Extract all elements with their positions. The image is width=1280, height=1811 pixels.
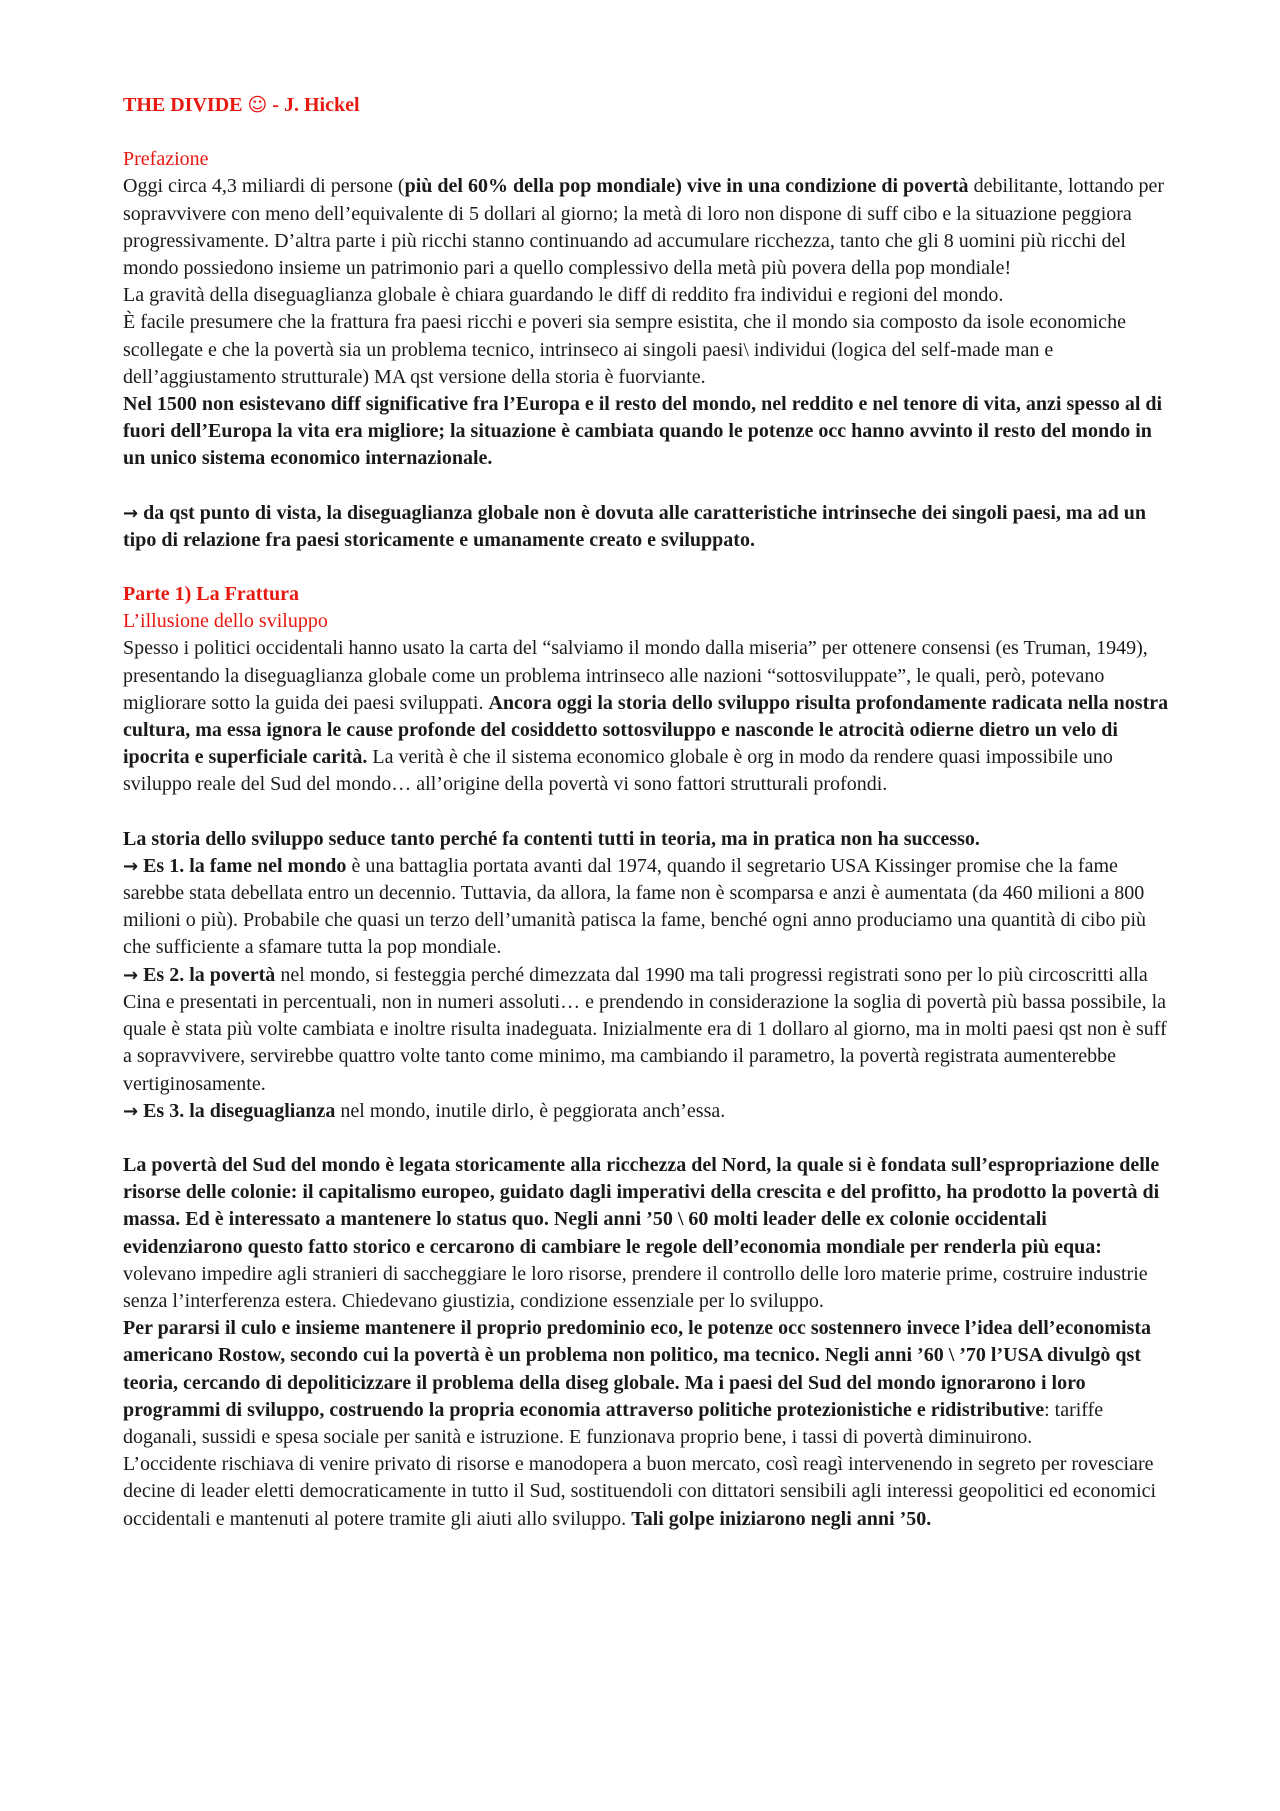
bold-span: più del 60% della pop mondiale) vive in una condizione di povertà <box>404 175 969 198</box>
paragraph <box>123 173 1170 282</box>
arrow-right-icon: → <box>123 964 139 986</box>
text-span: nel mondo, si festeggia perché dimezzata dal 1990 ma tali progressi registrati sono per lo più circoscritti alla Cina e presentati in percentuali, non in numeri assoluti… e prendendo in considerazione la soglia di povertà più bassa possibile, la quale è stata più volte cambiata e inoltre risulta inadeguata. Inizialmente era di 1 dollaro al giorno, ma in molti paesi qst non è suff a sopravvivere, servirebbe quattro volte tanto come minimo, ma cambiando il parametro, la povertà registrata aumenterebbe vertiginosamente. <box>123 963 1167 1095</box>
example-3 <box>123 1098 1170 1125</box>
bold-span: La storia dello sviluppo seduce tanto perché fa contenti tutti in teoria, ma in pratica non ha successo. <box>123 827 980 850</box>
bold-span: Tali golpe iniziarono negli anni ’50. <box>631 1507 932 1530</box>
paragraph-bold <box>123 391 1170 473</box>
bold-span: Nel 1500 non esistevano diff significative fra l’Europa e il resto del mondo, nel reddito e nel tenore di vita, anzi spesso al di fuori dell’Europa la vita era migliore; la situazione è cambiata quando le potenze occ hanno avvinto il resto del mondo in un unico sistema economico internazionale. <box>123 393 1163 470</box>
text-span: Spesso i politici occidentali hanno usato la carta del “salviamo il mondo dalla miseria” per ottenere consensi (es Truman, 1949), presentando la diseguaglianza globale come un problema intrinseco alle nazioni “sottosviluppate”, le quali, però, potevano migliorare sotto la guida dei paesi sviluppati. <box>123 637 1148 714</box>
text-span: L’occidente rischiava di venire privato di risorse e manodopera a buon mercato, così reagì intervenendo in segreto per rovesciare decine di leader eletti democraticamente in tutto il Sud, sostituendoli con dittatori sensibili agli interessi geopolitici ed economici occidentali e mantenuti al potere tramite gli aiuti allo sviluppo. <box>123 1453 1157 1530</box>
paragraph-bold <box>123 826 1170 853</box>
paragraph <box>123 635 1170 798</box>
title-text: THE DIVIDE <box>123 94 243 116</box>
smiley-icon: ☺ <box>247 94 268 116</box>
arrow-right-icon: → <box>123 502 139 524</box>
arrow-right-icon: → <box>123 855 139 877</box>
subheading-illusione: L’illusione dello sviluppo <box>123 610 328 633</box>
example-1 <box>123 853 1170 962</box>
title-author: J. Hickel <box>283 94 360 116</box>
bold-span: Es 3. la diseguaglianza <box>138 1099 336 1122</box>
text-span: è una battaglia portata avanti dal 1974, quando il segretario USA Kissinger promise che la fame sarebbe stata debellata entro un decennio. Tuttavia, da allora, la fame non è scomparsa e anzi è aumentata (da 460 milioni a 800 milioni o più). Probabile che quasi un terzo dell’umanità patisca la fame, benché ogni anno produciamo una quantità di cibo più che sufficiente a sfamare tutta la pop mondiale. <box>123 854 1147 959</box>
section-heading-parte1: Parte 1) La Frattura <box>123 583 300 606</box>
bold-span: La povertà del Sud del mondo è legata storicamente alla ricchezza del Nord, la quale si è fondata sull’espropriazione delle risorse delle colonie: il capitalismo europeo, guidato dagli imperativi della crescita e del profitto, ha prodotto la povertà di massa. Ed è interessato a mantenere lo status quo. Negli anni ’50 \ 60 molti leader delle ex colonie occidentali evidenziarono questo fatto storico e cercarono di cambiare le regole dell’economia mondiale per renderla più equa: <box>123 1153 1160 1258</box>
paragraph: È facile presumere che la frattura fra paesi ricchi e poveri sia sempre esistita, che il mondo sia composto da isole economiche scollegate e che la povertà sia un problema tecnico, intrinseco ai singoli paesi\ individui (logica del self-made man e dell’aggiustamento strutturale) MA qst versione della storia è fuorviante. <box>123 311 1126 388</box>
bold-span: Per pararsi il culo e insieme mantenere il proprio predominio eco, le potenze occ sostennero invece l’idea dell’economista americano Rostow, secondo cui la povertà è un problema non politico, ma tecnico. Negli anni ’60 \ ’70 l’USA divulgò qst teoria, cercando di depoliticizzare il problema della diseg globale. Ma i paesi del Sud del mondo ignorarono i loro programmi di sviluppo, costruendo la propria economia attraverso politiche protezionistiche e ridistributive <box>123 1317 1151 1421</box>
title-separator: - <box>267 94 284 116</box>
bold-span: Ancora oggi la storia dello sviluppo risulta profondamente radicata nella nostra cultura, ma essa ignora le cause profonde del cosiddetto sottosviluppo e nasconde le atrocità odierne dietro un velo di ipocrita e superficiale carità. <box>123 691 1169 769</box>
paragraph: La gravità della diseguaglianza globale è chiara guardando le diff di reddito fra individui e regioni del mondo. <box>123 284 1004 307</box>
text-span: volevano impedire agli stranieri di saccheggiare le loro risorse, prendere il controllo delle loro materie prime, costruire industrie senza l’interferenza estera. Chiedevano giustizia, condizione essenziale per lo sviluppo. <box>123 1262 1148 1312</box>
text-span: debilitante, lottando per sopravvivere con meno dell’equivalente di 5 dollari al giorno; la metà di loro non dispone di suff cibo e la situazione peggiora progressivamente. D’altra parte i più ricchi stanno continuando ad accumulare ricchezza, tanto che gli 8 uomini più ricchi del mondo possiedono insieme un patrimonio pari a quello complessivo della metà più povera della pop mondiale! <box>123 175 1165 280</box>
paragraph-bold <box>123 500 1170 554</box>
paragraph <box>123 1152 1170 1315</box>
document-title <box>123 92 1170 119</box>
bold-span: Es 2. la povertà <box>138 963 276 986</box>
bold-span: Es 1. la fame nel mondo <box>138 854 347 877</box>
bold-span: da qst punto di vista, la diseguaglianza globale non è dovuta alle caratteristiche intrinseche dei singoli paesi, ma ad un tipo di relazione fra paesi storicamente e umanamente creato e sviluppato. <box>123 501 1146 551</box>
arrow-right-icon: → <box>123 1100 139 1122</box>
text-span: : tariffe doganali, sussidi e spesa sociale per sanità e istruzione. E funzionava proprio bene, i tassi di povertà diminuirono. <box>123 1398 1104 1448</box>
paragraph <box>123 1451 1170 1533</box>
example-2 <box>123 962 1170 1098</box>
text-span: Oggi circa 4,3 miliardi di persone ( <box>123 175 405 198</box>
text-span: nel mondo, inutile dirlo, è peggiorata anch’essa. <box>335 1099 726 1122</box>
text-span: La verità è che il sistema economico globale è org in modo da rendere quasi impossibile uno sviluppo reale del Sud del mondo… all’origine della povertà vi sono fattori strutturali profondi. <box>123 746 1113 796</box>
paragraph <box>123 1315 1170 1451</box>
section-heading-prefazione: Prefazione <box>123 148 209 171</box>
